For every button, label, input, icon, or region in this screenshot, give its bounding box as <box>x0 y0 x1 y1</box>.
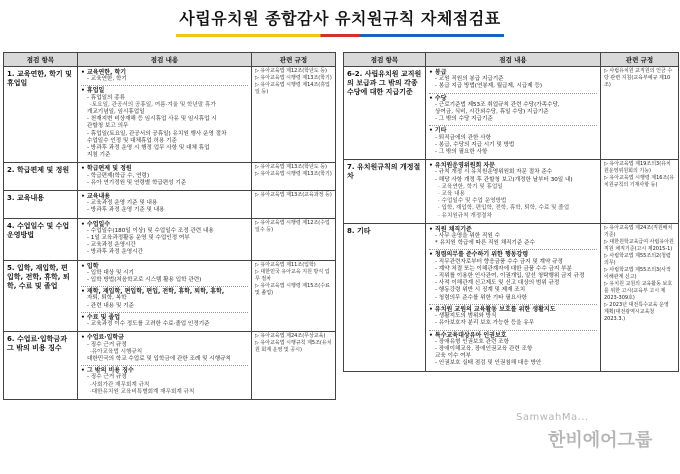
check-item: 7. 유치원규칙의 개정절차 <box>344 160 426 224</box>
content-line: - 입학 방법(처음학교로 시스템 활용 입학 관련) <box>87 277 202 284</box>
law-line: ▷ 유아교육법 시행규칙 제5조(유치원 회계 운영 및 공시) <box>255 340 332 354</box>
content-heading: • 봉급 <box>429 69 447 76</box>
watermark-line1: SamwahMa... <box>516 412 589 423</box>
content-line: - 학급편제(학급 수, 연령) <box>87 172 150 179</box>
content-line: - 규칙 개정 시 유치원운영위원회 자문 절차 준수 <box>435 169 553 176</box>
check-item: 2. 학급편제 및 정원 <box>4 163 78 191</box>
check-content <box>426 223 601 371</box>
content-heading: • 기타 <box>429 127 447 135</box>
content-block <box>81 68 248 85</box>
table-row <box>4 67 336 163</box>
content-heading: • 청렴의무를 준수하기 위한 행동강령 <box>429 251 529 259</box>
check-item: 6. 수업료·입학금과 그 밖의 비용 징수 <box>4 332 78 400</box>
content-line: · 교육 내용 <box>438 191 465 198</box>
content-line: · 교육연한, 학기 및 휴업일 <box>438 183 503 190</box>
watermark <box>514 410 680 474</box>
content-line: - 해당 사항 개정 후 관할청 보고(개정한 날부터 30일 내) <box>435 176 573 183</box>
content-heading: • 휴업일 <box>81 87 105 95</box>
content-line: - 휴업일의 종류 <box>87 94 125 101</box>
law-line: ▷ 대한원학교육급여 사립유아원 직원 채직기준(고시 제2015-1) <box>604 238 674 252</box>
content-line: - 천재지변 비상재해 등 임시휴업 사유 및 임시휴업 시 <box>87 116 217 123</box>
content-line: ·사회가관 재무회계 규칙 <box>90 381 150 388</box>
content-line: 교육 이수 여부 <box>435 353 471 360</box>
content-line: - 퇴직금에의 관한 사항 <box>435 134 491 141</box>
content-block <box>429 225 597 250</box>
content-line: · 유치원규칙 개정절차 <box>438 212 492 219</box>
header-law: 관련 규정 <box>252 53 336 67</box>
content-line: - 교육과정 운영 기준 및 내용 <box>87 200 158 207</box>
content-block <box>81 365 248 398</box>
table-row <box>4 332 336 400</box>
content-line: - 장애이해교육, 장애인권교육 관련 조항 <box>435 345 533 352</box>
content-block <box>81 85 248 161</box>
content-heading: • 그 밖의 비용 징수 <box>81 367 134 375</box>
content-line: - 교원 직원의 봉급 지급기준 <box>435 76 504 83</box>
related-law <box>252 163 336 191</box>
related-law <box>252 191 336 219</box>
content-line: - 직위를 이용한 인사관여, 이권개입, 알선 청탁행위 금지 규정 <box>435 273 585 280</box>
page-title: 사립유치원 종합감사 유치원규칙 자체점검표 <box>179 9 501 28</box>
content-heading: • 수업료·입학금 <box>81 334 124 342</box>
content-block <box>429 125 597 158</box>
header-law: 관련 규정 <box>601 53 679 67</box>
table-row <box>344 67 679 160</box>
table-row <box>344 223 679 371</box>
table-row <box>344 160 679 224</box>
table-body-left <box>4 67 336 400</box>
content-line: - 청렴의무 준수를 위한 기타 필요사항 <box>435 294 527 301</box>
content-block <box>81 286 248 312</box>
law-line: ▷ 유아교육법 시행령 제14조(휴업일 등) <box>255 82 330 95</box>
content-line: * 유치원 학급에 따른 직원 채직기준 준수 <box>435 240 535 247</box>
content-block <box>81 220 248 259</box>
check-item: 4. 수업일수 및 수업 운영방법 <box>4 218 78 260</box>
content-line: - 휴업일(토요일, 관공서의 공휴일) 유치원 행사 운영 절차 <box>87 130 227 137</box>
law-line: ▷ 유아교육법 시행령 제13조(학기) <box>255 171 332 178</box>
content-line: - 근로기준법 제53조 취업규칙 관련 수당(가족수당, <box>435 101 560 108</box>
content-line: ·대한유치원 교육비특별회계 재무회계 규칙 <box>90 388 195 395</box>
check-content <box>78 332 252 400</box>
content-line: - 사적 이해관계 신고제도 및 신고 대상의 범위 규정 <box>435 280 560 287</box>
law-line: ▷ 유아교육법 제24조(무상교육) <box>255 333 326 340</box>
content-line: - 그 밖의 수당 지급기준 <box>435 116 493 123</box>
content-line: 개교기념일, 임시휴업일 <box>87 109 145 116</box>
watermark-line2: 한비에어그룹 <box>548 430 653 451</box>
check-content <box>78 218 252 260</box>
content-line: - 직무관련자로부터 향응금품 수수 금지 및 계약 규정 <box>435 258 563 265</box>
table-row <box>4 260 336 332</box>
content-line: ·토요일, 관공서의 공휴일, 여름·겨울 및 학년말 휴가 <box>90 101 216 108</box>
related-law <box>601 160 679 224</box>
related-law <box>252 260 336 332</box>
content-line: - 방과후 과정 운영 기준 및 내용 <box>87 207 165 214</box>
check-item: 8. 기타 <box>344 223 426 371</box>
content-line: ·유아교육법 시행규칙 <box>90 348 143 355</box>
content-heading: • 교육내용 <box>81 193 111 201</box>
law-line: ▷ 유치원 교원의 교육활동 보호를 위한 고시(교육부 고시 제2023-309호) <box>604 280 673 301</box>
content-line: - 생활지도의 범위와 방식 <box>435 313 497 320</box>
content-block <box>81 312 248 330</box>
related-law <box>601 223 679 371</box>
table-row <box>4 191 336 219</box>
content-heading: • 수당 <box>429 94 447 102</box>
law-line: ▷ 유아교육법 시행령 제12조(수업일수 등) <box>255 219 330 233</box>
content-block <box>429 93 597 126</box>
check-item: 5. 입학, 재입학, 편입학, 전학, 휴학, 퇴학, 수료 및 졸업 <box>4 260 78 332</box>
check-content <box>78 163 252 191</box>
content-line: - 인권보호 실태 점검 및 인권침해 대응 방안 <box>435 360 542 367</box>
content-line: - 계약 처결 또는 이해관계자에 대한 금품 수수 금지 부분 <box>435 265 572 272</box>
content-line: - 징수 근거 규정 <box>87 374 127 381</box>
table-header-row <box>344 53 679 67</box>
content-line: - 사무 운영을 위한 직원 수 <box>435 233 500 240</box>
content-block <box>429 330 597 370</box>
related-law <box>252 332 336 400</box>
content-line: - 봉급 지급 방법(연봉제, 월급제, 시급제 등) <box>435 83 543 90</box>
header-content: 점검 내용 <box>78 53 252 67</box>
table-body-right <box>344 67 679 372</box>
check-item: 3. 교육내용 <box>4 191 78 219</box>
content-line: - 방과후 과정 운영시간 <box>87 249 143 256</box>
content-line: - 행동강령 위반 시 징계 및 제재 조치 <box>435 287 526 294</box>
content-block <box>81 192 248 217</box>
check-item: 1. 교육연한, 학기 및 휴업일 <box>4 67 78 163</box>
law-line: ▷ 대한민국 유아교육 지원 방식 업무 절차 <box>255 268 330 282</box>
law-line: ▷ 사립학교법 제55조의3(사적이해관계 신고) <box>604 266 671 280</box>
content-line: 자퇴, 퇴학, 복학 <box>87 295 127 302</box>
content-block <box>429 68 597 93</box>
checklist-table-left <box>3 52 336 400</box>
header-item: 점검 항목 <box>4 53 78 67</box>
check-content <box>78 191 252 219</box>
related-law <box>601 67 679 160</box>
content-line: - 교육과정 이수 정도를 고려한 수료·졸업 인정기준 <box>87 321 210 328</box>
content-line: - 봉급, 수당의 지급 시기 및 방법 <box>435 141 515 148</box>
content-heading: • 학급편제 및 정원 <box>81 165 132 173</box>
table-header-row <box>4 53 336 67</box>
check-item: 6-2. 사립유치원 교직원의 보급과 그 밖의 각종수당에 대한 지급기준 <box>344 67 426 160</box>
content-heading: • 교육연한, 학기 <box>81 69 127 76</box>
content-line: - 수업일수(180일 이상) 및 수업일수 조정 관련 내용 <box>87 227 214 234</box>
content-heading: • 재학, 재입학, 편입학, 편입, 전학, 휴학, 퇴학, 휴학, <box>81 288 225 296</box>
content-line: · 입학, 재입학, 편입학, 전학, 휴학, 퇴학, 수료 및 졸업 <box>438 205 570 212</box>
law-line: ▷ 유아교육법 시행령 제16조(유치원규칙의 기재사항 등) <box>604 175 675 189</box>
law-line: ▷ 유아교육법 제11조(입학) <box>255 261 316 268</box>
check-content <box>426 160 601 224</box>
law-line: ▷ 유아교육법 제13조(교육과정 등) <box>255 192 332 199</box>
content-block <box>429 161 597 222</box>
header-content: 점검 내용 <box>426 53 601 67</box>
content-line: · 수업일수 및 수업 운영방법 <box>438 198 507 205</box>
content-line: 상여금, 식비, 시간외수당, 휴일 수당) 지급기준 <box>435 109 549 116</box>
content-heading: • 유치원운영위원회 자문 <box>429 162 495 170</box>
content-line: - 관련 내용 및 기준 <box>87 302 134 309</box>
content-line: 대한민국의 학교 수업료 및 입학금에 관한 조례 및 시행규칙 <box>87 355 231 362</box>
content-line: - 유아 연기정원 및 연령별 학급편성 기준 <box>87 179 187 186</box>
table-row <box>4 163 336 191</box>
content-line: - 방과후 과정 운영 시 행정 업무 사항 및 대체 휴업 <box>87 145 210 152</box>
content-block <box>429 249 597 303</box>
content-line: - 교육과정 운영시간 <box>87 242 136 249</box>
content-heading: • 입학 <box>81 262 99 270</box>
content-heading: • 직원 채직기준 <box>429 225 472 233</box>
law-line: ▷ 유아교육법 시행령 제13조(학기) <box>255 75 332 81</box>
check-content <box>78 260 252 332</box>
content-heading: • 유치원 교원의 교육활동 보호를 위한 생활지도 <box>429 305 556 313</box>
content-line: - 징수 근거 규정 <box>87 341 127 348</box>
content-block <box>81 164 248 189</box>
content-heading: • 수업일수 <box>81 220 111 228</box>
title-underline <box>176 34 504 37</box>
checklist-table-right <box>343 52 679 372</box>
header-item: 점검 항목 <box>344 53 426 67</box>
content-line: - 교육연한, 학기 <box>87 76 127 83</box>
content-line: 관할청 보고 의무 <box>87 123 129 130</box>
content-block <box>429 304 597 330</box>
related-law <box>252 218 336 260</box>
content-line: 수업일수 인정 및 대체휴업 허용 기준 <box>87 137 177 144</box>
content-line: - 유아보호자 분리 보호 가능한 등을 유무 <box>435 320 535 327</box>
content-line: - 장애유형 인권보호 관련 조항 <box>435 338 509 345</box>
content-block <box>81 262 248 287</box>
content-block <box>81 333 248 365</box>
content-line: - 1일 교육과정활동 운영 및 수업인정 여부 <box>87 235 190 242</box>
law-line: ▷ 사립학교법 제55조의2(청렴의무) <box>604 252 671 266</box>
table-row <box>4 218 336 260</box>
content-heading: • 수료 및 졸업 <box>81 313 121 321</box>
law-line: ▷ 유아교육법 제19조의3(유치원운영위원회의 기능) <box>604 161 671 175</box>
content-heading: • 특수교육대상유아 인권보호 <box>429 331 507 339</box>
content-line: - 입학 대상 및 시기 <box>87 269 134 276</box>
related-law <box>252 67 336 163</box>
law-line: ▷ 사립유치원 교직원의 인금 수당 관련 지침(교육부예규 제10조) <box>604 68 673 88</box>
law-line: ▷ 유아교육법 시행령 제15조(수료 및 졸업) <box>255 282 330 296</box>
law-line: ▷ 2023년 대전특수교육 운영 계획(대전광역시교육청 2023.3.) <box>604 301 669 322</box>
content-line: 지침 기준 <box>87 152 111 159</box>
law-line: ▷ 유아교육법 제13조(학년도 등) <box>255 164 328 171</box>
law-line: ▷ 유아교육법 제12조(학년도 등) <box>255 68 328 74</box>
check-content <box>78 67 252 163</box>
content-line: - 그 밖의 필요한 사항 <box>435 149 488 156</box>
check-content <box>426 67 601 160</box>
law-line: ▷ 유아교육법 제24조(직원배치기준) <box>604 224 673 238</box>
